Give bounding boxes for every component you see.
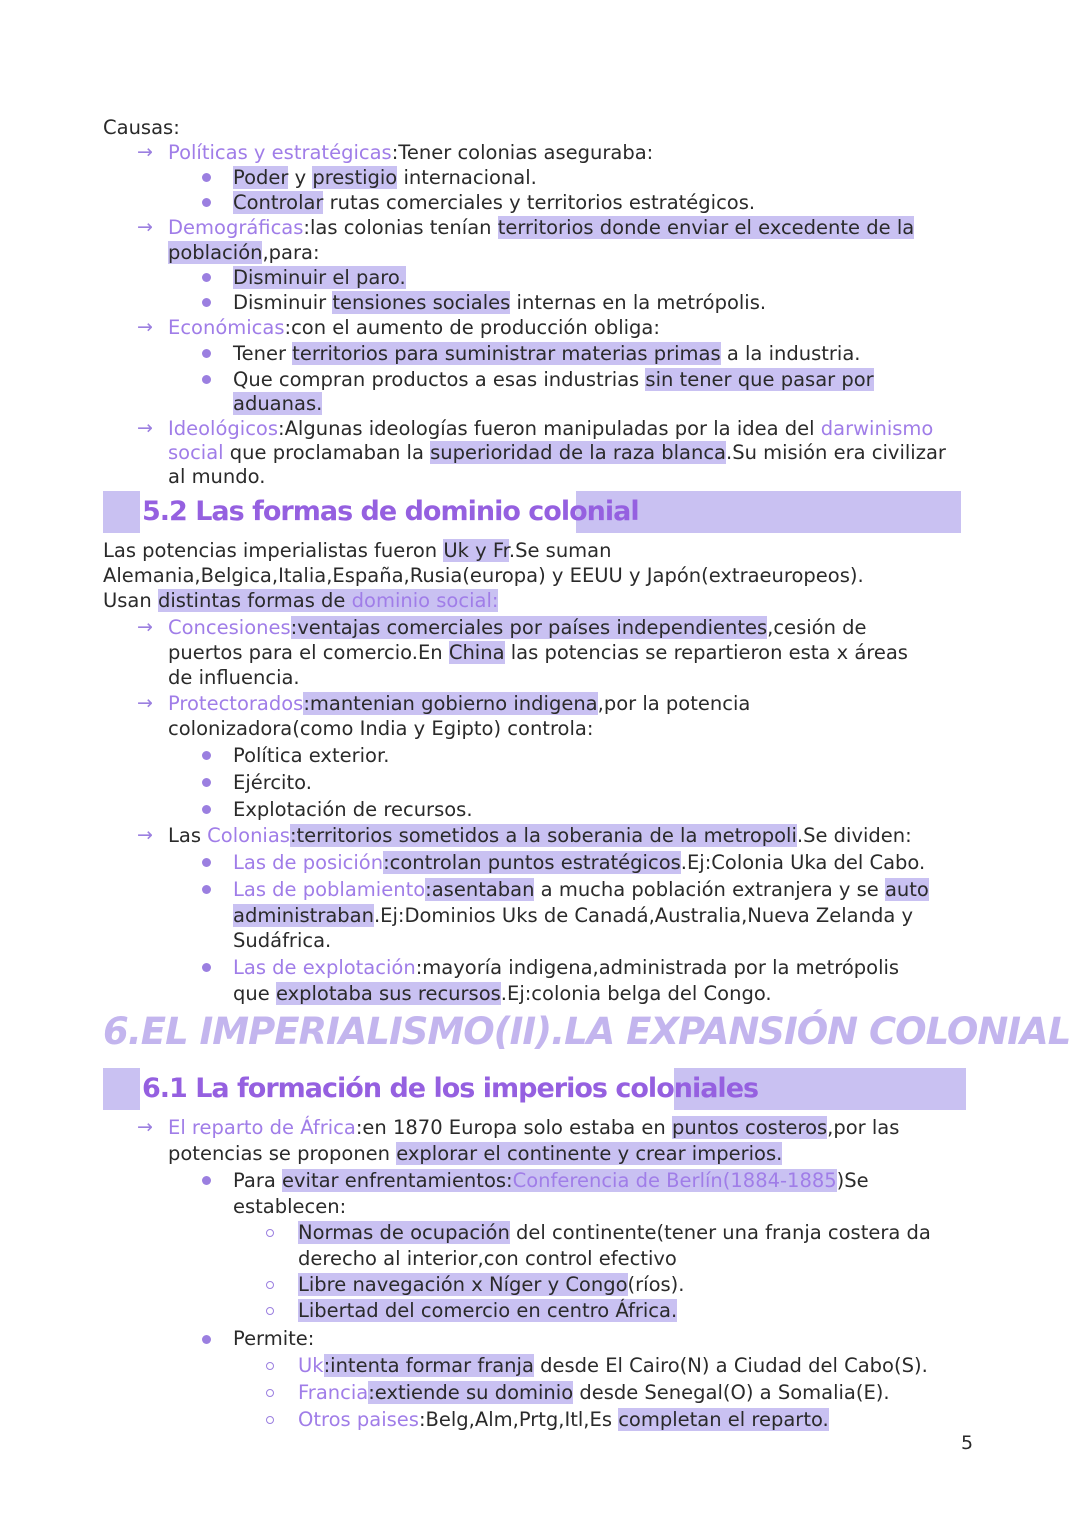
highlight: :territorios sometidos a la soberania de la metropoli (289, 824, 797, 847)
term: Las de poblamiento (233, 878, 426, 901)
term: Económicas (168, 316, 285, 339)
list-item (233, 341, 861, 366)
text: :Belg,Alm,Prtg,Itl,Es (418, 1408, 619, 1431)
sub-list-item (298, 1407, 829, 1432)
highlight: administraban (233, 904, 374, 927)
highlight: completan el reparto. (618, 1408, 829, 1431)
list-item: Permite: (233, 1327, 315, 1350)
text: Para (233, 1169, 282, 1192)
term: Las de explotación (233, 956, 416, 979)
causa-ideologicos-cont (168, 440, 946, 465)
text: rutas comerciales y territorios estratégicos. (323, 191, 756, 214)
list-item-cont (233, 981, 772, 1006)
highlight: Poder (233, 166, 289, 189)
bullet-icon (202, 805, 211, 814)
text: Que compran productos a esas industrias (233, 368, 646, 391)
causa-politicas (168, 140, 653, 165)
bullet-icon (202, 349, 211, 358)
text: potencias se proponen (168, 1142, 397, 1165)
term: El reparto de África (168, 1116, 356, 1139)
paragraph: Alemania,Belgica,Italia,España,Rusia(europa) y EEUU y Japón(extraeuropeos). (103, 564, 864, 587)
causa-demograficas-cont (168, 240, 320, 265)
reparto-africa-cont (168, 1141, 782, 1166)
text: a mucha población extranjera y se (534, 878, 885, 901)
list-item-end: Sudáfrica. (233, 929, 332, 952)
text: ,para: (262, 241, 320, 264)
list-item (233, 877, 929, 902)
text: puertos para el comercio.En (168, 641, 449, 664)
paragraph (103, 588, 498, 613)
text: desde Senegal(O) a Somalia(E). (573, 1381, 890, 1404)
list-item (233, 290, 766, 315)
highlight: explorar el continente y crear imperios. (396, 1142, 783, 1165)
reparto-africa (168, 1115, 899, 1140)
bullet-icon (202, 1176, 211, 1185)
arrow-icon: → (137, 1116, 153, 1138)
text: )Se (836, 1169, 869, 1192)
colonias (168, 823, 912, 848)
bullet-icon (202, 963, 211, 972)
highlight: :extiende su dominio (368, 1381, 574, 1404)
text: Usan (103, 589, 158, 612)
concesiones-end: de influencia. (168, 666, 300, 689)
text: Disminuir (233, 291, 333, 314)
highlight: superioridad de la raza blanca (430, 441, 726, 464)
text: .Su misión era civilizar (726, 441, 946, 464)
highlight: Libertad del comercio en centro África. (298, 1299, 678, 1322)
highlight: Controlar (233, 191, 324, 214)
term: Colonias (207, 824, 290, 847)
sub-list-item (298, 1353, 928, 1378)
arrow-icon: → (137, 316, 153, 338)
highlight: Disminuir el paro. (233, 266, 406, 289)
highlight: :ventajas comerciales por países independientes (290, 616, 768, 639)
arrow-icon: → (137, 417, 153, 439)
list-item-cont: establecen: (233, 1195, 347, 1218)
sub-list-item (298, 1298, 677, 1323)
protectorados (168, 691, 750, 716)
list-item: Explotación de recursos. (233, 798, 473, 821)
term: darwinismo (820, 417, 934, 440)
highlight: China (448, 641, 505, 664)
text: .Se dividen: (796, 824, 912, 847)
term: Protectorados (168, 692, 304, 715)
bullet-icon (202, 198, 211, 207)
section-title-5-2: 5.2 Las formas de dominio colonial (142, 496, 639, 527)
text: ,por la potencia (597, 692, 751, 715)
list-item (233, 367, 874, 392)
concesiones (168, 615, 867, 640)
term: Ideológicos (168, 417, 279, 440)
bullet-icon (202, 273, 211, 282)
text: .Ej:colonia belga del Congo. (500, 982, 772, 1005)
bullet-icon (202, 858, 211, 867)
bullet-icon (202, 375, 211, 384)
highlight: :mantenian gobierno indigena (303, 692, 598, 715)
bullet-icon (202, 751, 211, 760)
text: Tener (233, 342, 293, 365)
highlight: explotaba sus recursos (275, 982, 501, 1005)
bullet-icon (202, 885, 211, 894)
term: Demográficas (168, 216, 304, 239)
highlight: :asentaban (425, 878, 535, 901)
arrow-icon: → (137, 692, 153, 714)
sub-list-item-cont: derecho al interior,con control efectivo (298, 1247, 677, 1270)
text: .Se suman (508, 539, 612, 562)
sub-bullet-icon (266, 1389, 274, 1397)
text: :con el aumento de producción obliga: (284, 316, 660, 339)
list-item (233, 165, 537, 190)
highlight: distintas formas de (157, 589, 346, 612)
highlight: sin tener que pasar por (645, 368, 874, 391)
term: Políticas y estratégicas (168, 141, 392, 164)
text: que proclamaban la (223, 441, 431, 464)
text: :mayoría indigena,administrada por la metrópolis (415, 956, 900, 979)
text: Las potencias imperialistas fueron (103, 539, 444, 562)
list-item-cont (233, 391, 322, 416)
text: .Ej:Colonia Uka del Cabo. (680, 851, 926, 874)
text: :las colonias tenían (303, 216, 498, 239)
text: (ríos). (627, 1273, 685, 1296)
text: desde El Cairo(N) a Ciudad del Cabo(S). (533, 1354, 928, 1377)
term: Uk (298, 1354, 324, 1377)
list-item (233, 955, 899, 980)
list-item-cont (233, 903, 913, 928)
bullet-icon (202, 778, 211, 787)
arrow-icon: → (137, 824, 153, 846)
list-item: Ejército. (233, 771, 312, 794)
text: :en 1870 Europa solo estaba en (355, 1116, 672, 1139)
sub-bullet-icon (266, 1362, 274, 1370)
causas-title: Causas: (103, 116, 180, 139)
term: dominio social: (345, 589, 499, 612)
term: Concesiones (168, 616, 291, 639)
text: las potencias se repartieron esta x áreas (504, 641, 908, 664)
bullet-icon (202, 173, 211, 182)
list-item: Política exterior. (233, 744, 390, 767)
sub-bullet-icon (266, 1229, 274, 1237)
text: .Ej:Dominios Uks de Canadá,Australia,Nueva Zelanda y (373, 904, 914, 927)
text: :Algunas ideologías fueron manipuladas por la idea del (278, 417, 821, 440)
text: ,por las (827, 1116, 900, 1139)
arrow-icon: → (137, 216, 153, 238)
bullet-icon (202, 1335, 211, 1344)
concesiones-cont (168, 640, 908, 665)
list-item (233, 265, 406, 290)
protectorados-cont: colonizadora(como India y Egipto) controla: (168, 717, 594, 740)
text: y (288, 166, 313, 189)
highlight: Libre navegación x Níger y Congo (298, 1273, 628, 1296)
section-title-6-1: 6.1 La formación de los imperios coloniales (142, 1073, 759, 1104)
term: Las de posición (233, 851, 384, 874)
highlight: :intenta formar franja (323, 1354, 534, 1377)
text: internas en la metrópolis. (510, 291, 767, 314)
sub-list-item (298, 1220, 931, 1245)
text: ,cesión de (767, 616, 867, 639)
text: del continente(tener una franja costera da (509, 1221, 931, 1244)
list-item (233, 190, 755, 215)
highlight: Normas de ocupación (298, 1221, 510, 1244)
highlight: prestigio (312, 166, 398, 189)
sub-bullet-icon (266, 1281, 274, 1289)
arrow-icon: → (137, 616, 153, 638)
highlight: población (168, 241, 263, 264)
term: social (168, 441, 224, 464)
page-number: 5 (961, 1432, 974, 1454)
text: Las (168, 824, 208, 847)
text: que (233, 982, 276, 1005)
highlight: evitar enfrentamientos: (282, 1169, 513, 1192)
term: Francia (298, 1381, 369, 1404)
bullet-icon (202, 298, 211, 307)
causa-demograficas (168, 215, 914, 240)
chapter-title: 6.EL IMPERIALISMO(II).LA EXPANSIÓN COLONIAL (103, 1010, 1071, 1053)
causa-ideologicos-end: al mundo. (168, 465, 266, 488)
highlight: aduanas. (233, 392, 323, 415)
sub-list-item (298, 1380, 890, 1405)
text: a la industria. (720, 342, 861, 365)
paragraph (103, 538, 612, 563)
list-item (233, 850, 925, 875)
highlight: puntos costeros (672, 1116, 828, 1139)
text: :Tener colonias aseguraba: (391, 141, 654, 164)
causa-ideologicos (168, 416, 933, 441)
sub-bullet-icon (266, 1307, 274, 1315)
sub-list-item (298, 1272, 684, 1297)
sub-bullet-icon (266, 1416, 274, 1424)
term: Otros paises (298, 1408, 419, 1431)
highlight: Uk y Fr (443, 539, 509, 562)
highlight: tensiones sociales (332, 291, 511, 314)
term: Conferencia de Berlín(1884-1885 (512, 1169, 837, 1192)
arrow-icon: → (137, 141, 153, 163)
text: internacional. (397, 166, 537, 189)
highlight: territorios donde enviar el excedente de la (497, 216, 915, 239)
highlight: territorios para suministrar materias primas (292, 342, 721, 365)
causa-economicas (168, 315, 660, 340)
list-item (233, 1168, 869, 1193)
highlight: auto (884, 878, 929, 901)
highlight: :controlan puntos estratégicos (383, 851, 681, 874)
